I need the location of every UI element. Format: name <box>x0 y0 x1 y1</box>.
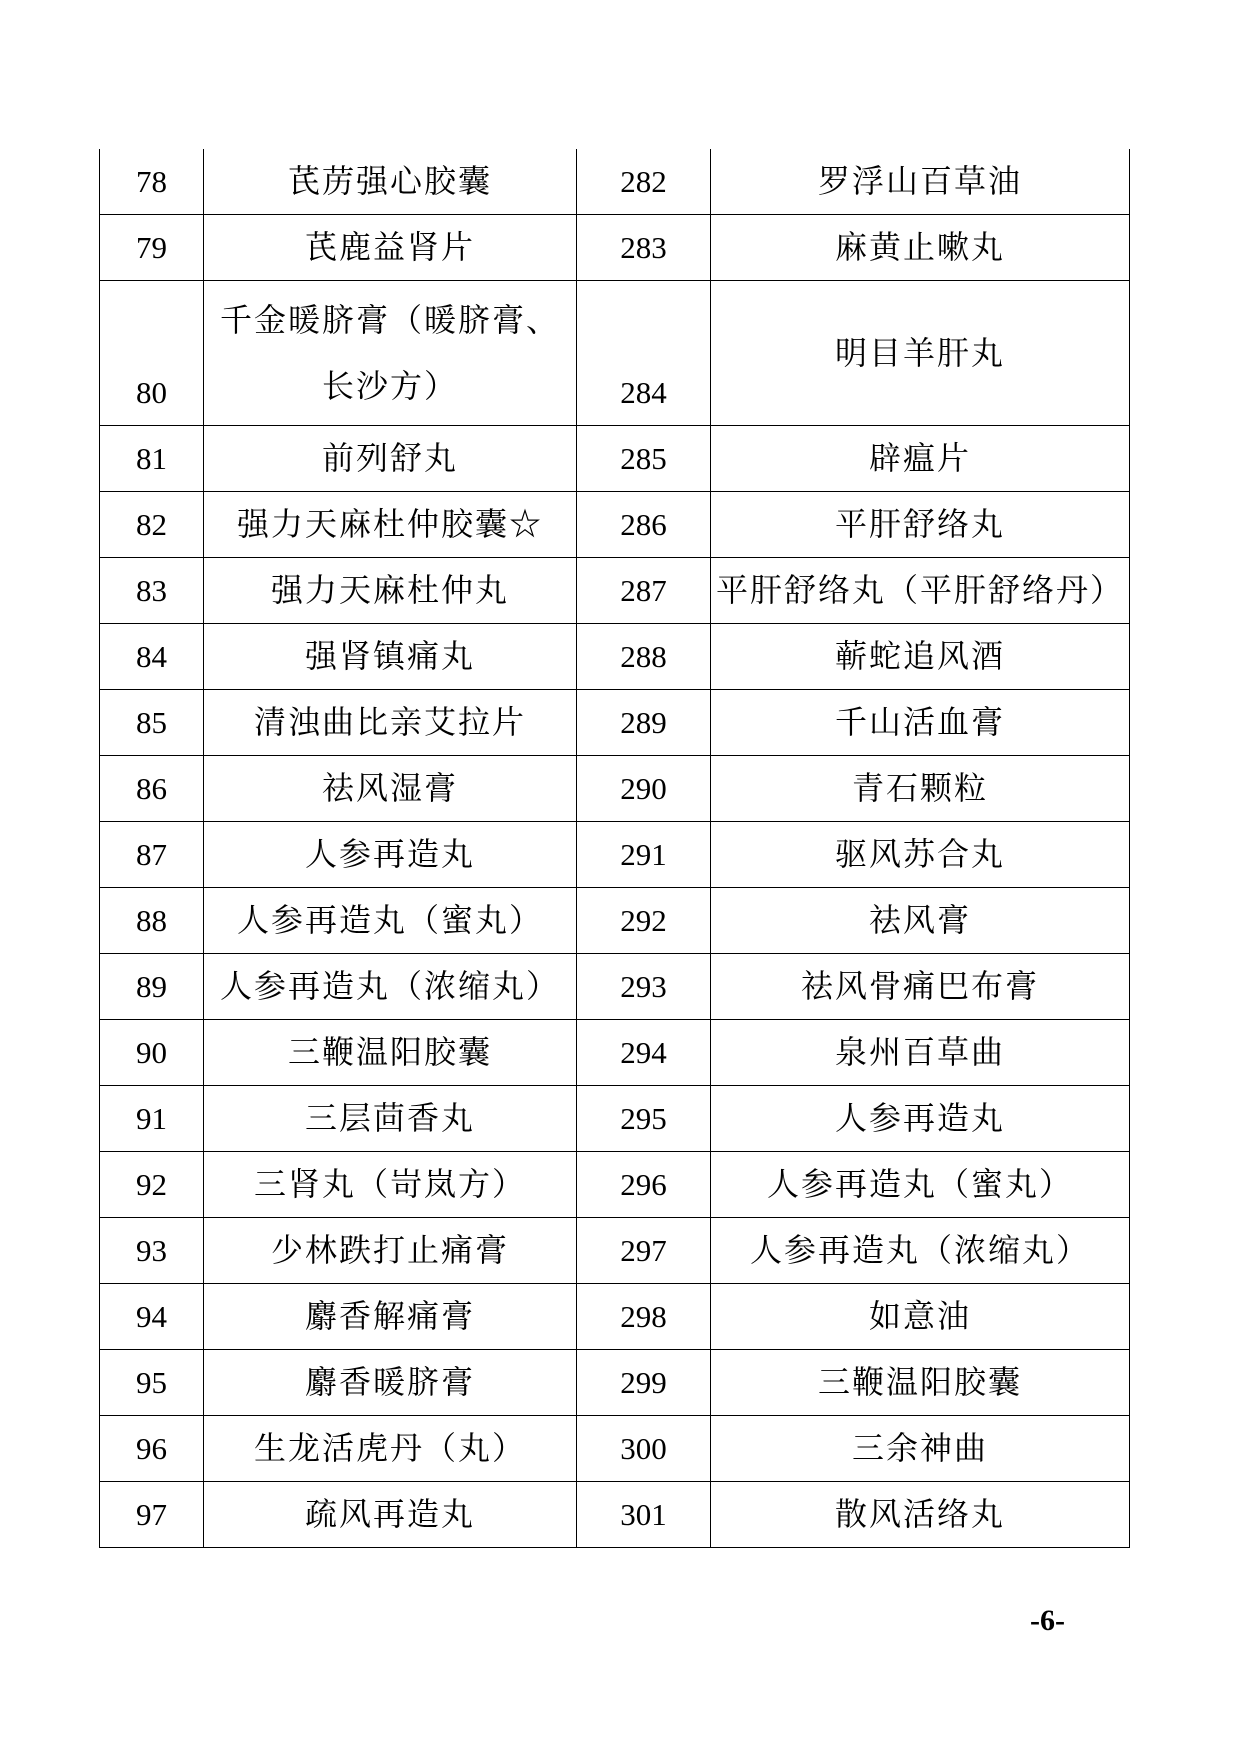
left-number-cell: 90 <box>100 1020 204 1086</box>
right-number-cell: 296 <box>577 1152 711 1218</box>
table-row <box>100 1152 1130 1218</box>
left-number-cell: 86 <box>100 756 204 822</box>
right-number-cell: 298 <box>577 1284 711 1350</box>
right-name-cell: 罗浮山百草油 <box>711 149 1130 215</box>
right-number-cell: 295 <box>577 1086 711 1152</box>
left-number-cell: 93 <box>100 1218 204 1284</box>
left-name-cell: 三肾丸（岢岚方） <box>204 1152 577 1218</box>
left-name-cell: 三层茴香丸 <box>204 1086 577 1152</box>
left-name-cell: 芪鹿益肾片 <box>204 215 577 281</box>
right-number-cell: 288 <box>577 624 711 690</box>
right-name-cell: 祛风膏 <box>711 888 1130 954</box>
right-number-cell: 297 <box>577 1218 711 1284</box>
left-number-cell: 96 <box>100 1416 204 1482</box>
left-name-cell: 祛风湿膏 <box>204 756 577 822</box>
left-number-cell: 85 <box>100 690 204 756</box>
left-number-cell: 87 <box>100 822 204 888</box>
left-number-cell: 97 <box>100 1482 204 1548</box>
right-name-cell: 祛风骨痛巴布膏 <box>711 954 1130 1020</box>
table-row <box>100 1218 1130 1284</box>
left-name-cell: 强力天麻杜仲丸 <box>204 558 577 624</box>
right-name-cell: 蕲蛇追风酒 <box>711 624 1130 690</box>
table-row <box>100 1086 1130 1152</box>
table-row <box>100 1020 1130 1086</box>
right-name-cell: 明目羊肝丸 <box>711 281 1130 426</box>
right-name-cell: 辟瘟片 <box>711 426 1130 492</box>
left-number-cell: 95 <box>100 1350 204 1416</box>
right-name-cell: 千山活血膏 <box>711 690 1130 756</box>
right-name-cell: 平肝舒络丸 <box>711 492 1130 558</box>
left-name-cell: 人参再造丸（浓缩丸） <box>204 954 577 1020</box>
right-name-cell: 如意油 <box>711 1284 1130 1350</box>
right-number-cell: 300 <box>577 1416 711 1482</box>
left-number-cell: 89 <box>100 954 204 1020</box>
table-row <box>100 822 1130 888</box>
right-number-cell: 292 <box>577 888 711 954</box>
left-name-cell: 生龙活虎丹（丸） <box>204 1416 577 1482</box>
right-name-cell: 青石颗粒 <box>711 756 1130 822</box>
left-number-cell: 80 <box>100 281 204 426</box>
left-name-cell: 人参再造丸 <box>204 822 577 888</box>
left-name-cell: 强肾镇痛丸 <box>204 624 577 690</box>
right-number-cell: 299 <box>577 1350 711 1416</box>
left-number-cell: 88 <box>100 888 204 954</box>
right-name-cell: 泉州百草曲 <box>711 1020 1130 1086</box>
left-number-cell: 78 <box>100 149 204 215</box>
right-name-cell: 三鞭温阳胶囊 <box>711 1350 1130 1416</box>
left-name-cell: 芪苈强心胶囊 <box>204 149 577 215</box>
table-row <box>100 1416 1130 1482</box>
right-name-cell: 三余神曲 <box>711 1416 1130 1482</box>
right-name-cell: 人参再造丸 <box>711 1086 1130 1152</box>
left-name-cell: 麝香暖脐膏 <box>204 1350 577 1416</box>
table-row <box>100 281 1130 426</box>
left-name-cell: 千金暖脐膏（暖脐膏、长沙方） <box>204 281 577 426</box>
right-number-cell: 282 <box>577 149 711 215</box>
right-number-cell: 289 <box>577 690 711 756</box>
drug-list-table <box>99 149 1130 1548</box>
table-row <box>100 954 1130 1020</box>
left-name-cell: 清浊曲比亲艾拉片 <box>204 690 577 756</box>
right-number-cell: 293 <box>577 954 711 1020</box>
drug-list-body <box>100 149 1130 1548</box>
left-number-cell: 81 <box>100 426 204 492</box>
right-number-cell: 287 <box>577 558 711 624</box>
left-name-cell: 人参再造丸（蜜丸） <box>204 888 577 954</box>
right-number-cell: 291 <box>577 822 711 888</box>
right-number-cell: 294 <box>577 1020 711 1086</box>
right-name-cell: 麻黄止嗽丸 <box>711 215 1130 281</box>
right-number-cell: 290 <box>577 756 711 822</box>
table-row <box>100 558 1130 624</box>
table-row <box>100 1350 1130 1416</box>
table-row <box>100 426 1130 492</box>
table-row <box>100 215 1130 281</box>
left-name-cell: 疏风再造丸 <box>204 1482 577 1548</box>
right-name-cell: 驱风苏合丸 <box>711 822 1130 888</box>
left-name-cell: 前列舒丸 <box>204 426 577 492</box>
right-name-cell: 人参再造丸（蜜丸） <box>711 1152 1130 1218</box>
right-number-cell: 284 <box>577 281 711 426</box>
right-name-cell: 散风活络丸 <box>711 1482 1130 1548</box>
right-number-cell: 286 <box>577 492 711 558</box>
table-row <box>100 756 1130 822</box>
left-number-cell: 79 <box>100 215 204 281</box>
right-number-cell: 301 <box>577 1482 711 1548</box>
left-number-cell: 92 <box>100 1152 204 1218</box>
right-number-cell: 285 <box>577 426 711 492</box>
left-name-cell: 强力天麻杜仲胶囊☆ <box>204 492 577 558</box>
page-number: -6- <box>1030 1604 1065 1637</box>
table-row <box>100 624 1130 690</box>
right-name-cell: 平肝舒络丸（平肝舒络丹） <box>711 558 1130 624</box>
left-name-cell: 麝香解痛膏 <box>204 1284 577 1350</box>
table-row <box>100 1482 1130 1548</box>
table-row <box>100 492 1130 558</box>
right-name-cell: 人参再造丸（浓缩丸） <box>711 1218 1130 1284</box>
left-name-cell: 三鞭温阳胶囊 <box>204 1020 577 1086</box>
table-row <box>100 1284 1130 1350</box>
table-row <box>100 690 1130 756</box>
left-number-cell: 82 <box>100 492 204 558</box>
table-row <box>100 888 1130 954</box>
left-number-cell: 83 <box>100 558 204 624</box>
table-row <box>100 149 1130 215</box>
left-number-cell: 91 <box>100 1086 204 1152</box>
right-number-cell: 283 <box>577 215 711 281</box>
left-number-cell: 94 <box>100 1284 204 1350</box>
left-number-cell: 84 <box>100 624 204 690</box>
left-name-cell: 少林跌打止痛膏 <box>204 1218 577 1284</box>
